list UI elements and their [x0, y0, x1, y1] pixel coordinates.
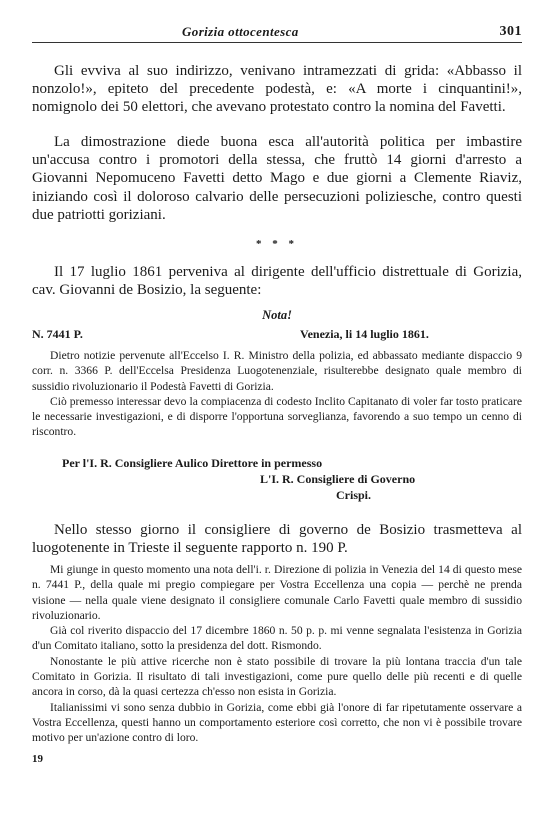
nota-heading: Nota! — [262, 308, 292, 322]
report-paragraph: Mi giunge in questo momento una nota dell'i. r. Direzione di polizia in Venezia del 14 di questo mese n. 7441 P., della quale mi pregio compiegare per Vostra Eccellenza una copia — perchè ne prenda visione — nella quale viene designato il consigliere comunale Carlo Favetti quale membro di sussidio rivoluzionario. — [32, 563, 522, 622]
nota-body — [32, 348, 522, 440]
page-header — [32, 24, 522, 42]
report-paragraph: Nonostante le più attive ricerche non è stato possibile di trovare la più lontana traccia d'un tale Comitato in Gorizia. Il risultato di tali investigazioni, come pure quello delle più recenti e di quelle ancora in corso, dà la quasi certezza ch'esso non esista in Gorizia. — [32, 654, 522, 699]
nota-number: N. 7441 P. — [32, 327, 83, 341]
opening-paragraph — [32, 62, 522, 117]
nota-signature-name: Crispi. — [336, 488, 372, 502]
nota-paragraph: Dietro notizie pervenute all'Eccelso I. R. Ministro della polizia, ed abbassato mediante dispaccio 9 corr. n. 3366 P. dell'Eccelsa Presidenza Luogotenenziale, risulterebbe designato quale membro di sussidio rivoluzionario il Podestà Favetti di Gorizia. — [32, 349, 522, 393]
paragraph: Gli evviva al suo indirizzo, venivano intramezzati di grida: «Abbasso il nonzolo!», epiteto del precedente podestà, e: «A morte i cinquantini!», nomignolo dei 50 elettori, che avevano protestato contro la nomina del Favetti. — [32, 63, 522, 116]
signature-mark: 19 — [32, 753, 43, 765]
nota-signature-line-1: Per l'I. R. Consigliere Aulico Direttore in permesso — [62, 456, 323, 470]
report-paragraph: Già col riverito dispaccio del 17 dicembre 1860 n. 50 p. p. mi venne segnalata l'esistenza in Gorizia d'un Comitato italiano, sotto la presidenza del dott. Rismondo. — [32, 624, 522, 653]
nota-place-date: Venezia, li 14 luglio 1861. — [300, 327, 429, 341]
nota-signature-line-2: L'I. R. Consigliere di Governo — [260, 472, 416, 486]
demonstration-paragraph — [32, 133, 522, 224]
book-page — [32, 0, 522, 826]
header-rule — [32, 42, 522, 43]
paragraph: Il 17 luglio 1861 perveniva al dirigente dell'ufficio distrettuale di Gorizia, cav. Giovanni de Bosizio, la seguente: — [32, 264, 522, 299]
running-head: Gorizia ottocentesca — [182, 24, 299, 39]
paragraph: La dimostrazione diede buona esca all'autorità politica per imbastire un'accusa contro i promotori della stessa, che fruttò 14 giorni d'arresto a Giovanni Nepomuceno Favetti detto Mago e due giorni a Clemente Riaviz, iniziando così il doloroso calvario delle persecuzioni poliziesche, contro questi due patriotti goriziani. — [32, 134, 522, 223]
report-intro-paragraph — [32, 521, 522, 557]
nota-paragraph: Ciò premesso interessar devo la compiacenza di codesto Inclito Capitanato di voler far tosto praticare le necessarie investigazioni, e di disporre l'opportuna sorveglianza, favorendo a suo tempo un cenno di riscontro. — [32, 394, 522, 439]
page-number: 301 — [499, 24, 522, 39]
section-separator: * * * — [256, 238, 298, 250]
report-paragraph: Italianissimi vi sono senza dubbio in Gorizia, come ebbi già l'onore di far ripetutamente osservare a Vostra Eccellenza, questi hanno un comportamento esteriore così corretto, che non vi è possibile trovare motivo per un'azione contro di loro. — [32, 700, 522, 745]
intro-paragraph — [32, 263, 522, 299]
paragraph: Nello stesso giorno il consigliere di governo de Bosizio trasmetteva al luogotenente in Trieste il seguente rapporto n. 190 P. — [32, 522, 522, 557]
report-body — [32, 562, 522, 746]
